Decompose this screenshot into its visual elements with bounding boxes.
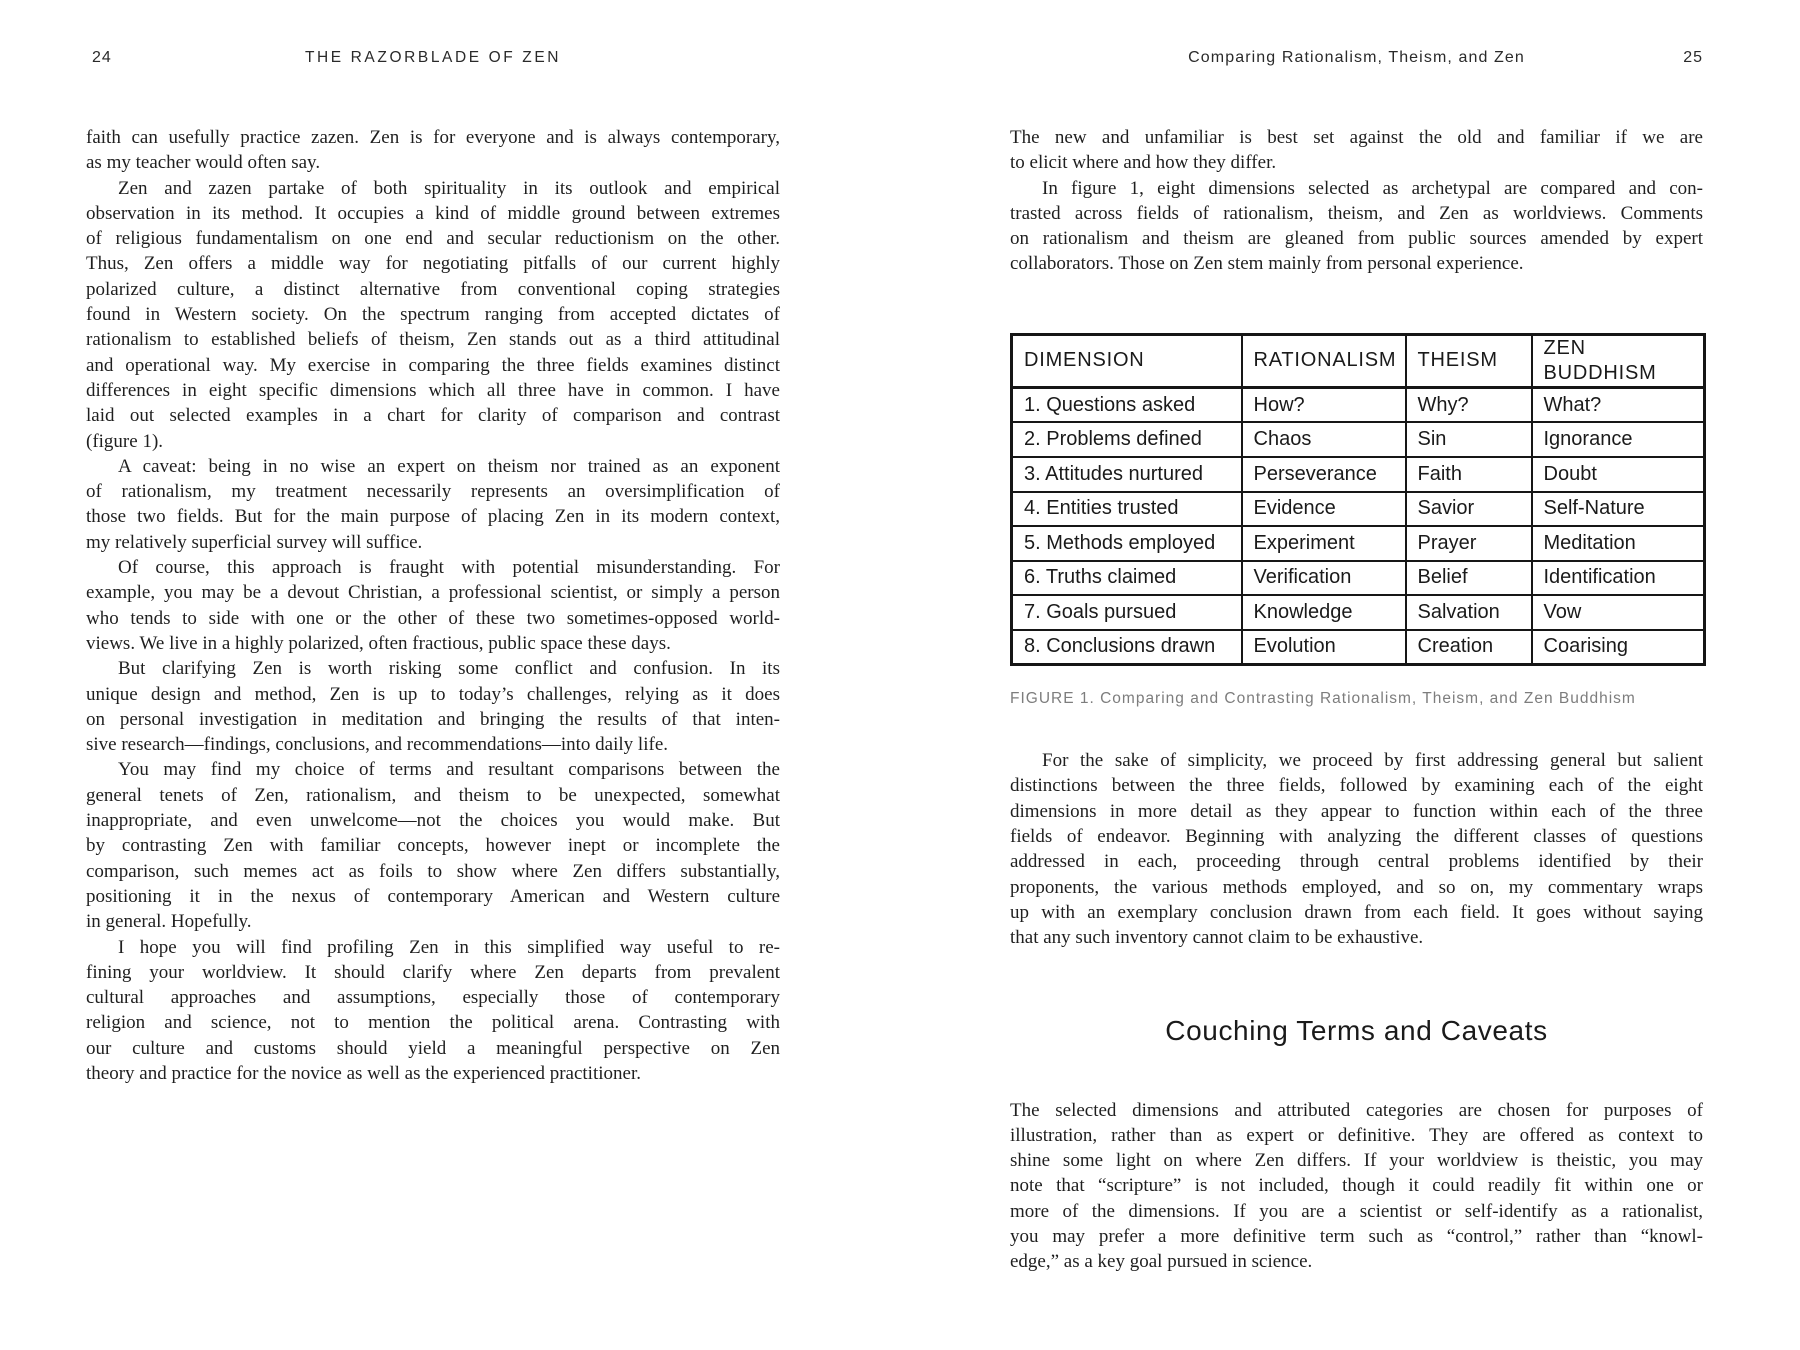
text-line: cultural approaches and assumptions, especially those of contemporary <box>86 987 780 1009</box>
text-line: sive research—findings, conclusions, and recommendations—into daily life. <box>86 734 668 756</box>
text-line: I hope you will find profiling Zen in this simplified way useful to re- <box>118 936 780 958</box>
text-line: my relatively superficial survey will suffice. <box>86 531 423 553</box>
text-line: faith can usefully practice zazen. Zen is for everyone and is always contemporary, <box>86 127 780 148</box>
running-head-title-right: Comparing Rationalism, Theism, and Zen <box>1188 49 1525 66</box>
body-text-right <box>1010 125 1703 1275</box>
middle-paragraphs <box>1010 748 1703 950</box>
text-line: comparison, such memes act as foils to show where Zen differs substantially, <box>86 860 780 882</box>
text-line: The new and unfamiliar is best set against the old and familiar if we are <box>1010 127 1703 148</box>
table-cell: Belief <box>1406 561 1532 596</box>
table-cell: 6. Truths claimed <box>1012 561 1242 596</box>
table-cell: Faith <box>1406 457 1532 492</box>
text-line: addressed in each, proceeding through central problems identified by their <box>1010 851 1703 873</box>
text-line: and operational way. My exercise in comparing the three fields examines distinct <box>86 354 780 376</box>
text-line: For the sake of simplicity, we proceed by first addressing general but salient <box>1042 750 1703 772</box>
paragraph <box>86 757 780 934</box>
table-cell: 5. Methods employed <box>1012 526 1242 561</box>
text-line: collaborators. Those on Zen stem mainly from personal experience. <box>1010 253 1524 275</box>
table-header-row <box>1012 334 1705 388</box>
table-body <box>1012 388 1705 665</box>
paragraph <box>1010 125 1703 176</box>
text-line: shine some light on where Zen differs. If your worldview is theistic, you may <box>1010 1150 1703 1172</box>
text-line: fields of endeavor. Beginning with analyzing the different classes of questions <box>1010 826 1703 848</box>
table-cell: 8. Conclusions drawn <box>1012 630 1242 665</box>
table-cell: What? <box>1532 388 1705 423</box>
text-line: polarized culture, a distinct alternative from conventional coping strategies <box>86 278 780 300</box>
text-line: our culture and customs should yield a meaningful perspective on Zen <box>86 1037 780 1059</box>
text-line: proponents, the various methods employed, and so on, my commentary wraps <box>1010 876 1703 898</box>
table-cell: Meditation <box>1532 526 1705 561</box>
comparison-table <box>1010 333 1706 666</box>
paragraph <box>86 656 780 757</box>
page-right <box>1010 0 1703 1350</box>
table-cell: 2. Problems defined <box>1012 422 1242 457</box>
table-cell: 1. Questions asked <box>1012 388 1242 423</box>
column-header: RATIONALISM <box>1242 334 1406 388</box>
table-cell: Vow <box>1532 595 1705 630</box>
table-cell: Evolution <box>1242 630 1406 665</box>
table-row <box>1012 595 1705 630</box>
paragraph <box>1010 176 1703 277</box>
text-line: inappropriate, and even unwelcome—not the choices you would make. But <box>86 810 780 832</box>
text-line: to elicit where and how they differ. <box>1010 152 1277 174</box>
text-line: of religious fundamentalism on one end and secular reductionism on the other. <box>86 228 780 250</box>
text-line: distinctions between the three fields, followed by examining each of the eight <box>1010 775 1703 797</box>
paragraph <box>1010 748 1703 950</box>
table-row <box>1012 422 1705 457</box>
text-line: up with an exemplary conclusion drawn from each field. It goes without saying <box>1010 901 1703 923</box>
text-line: You may find my choice of terms and resultant comparisons between the <box>118 759 780 781</box>
text-line: edge,” as a key goal pursued in science. <box>1010 1251 1313 1273</box>
table-cell: Identification <box>1532 561 1705 596</box>
page-number-right: 25 <box>1683 49 1703 66</box>
text-line: fining your worldview. It should clarify where Zen departs from prevalent <box>86 961 780 983</box>
text-line: But clarifying Zen is worth risking some conflict and confusion. In its <box>118 658 780 680</box>
table-cell: Why? <box>1406 388 1532 423</box>
column-header: DIMENSION <box>1012 334 1242 388</box>
running-head-title-left: THE RAZORBLADE OF ZEN <box>304 49 562 66</box>
figure-caption: FIGURE 1. Comparing and Contrasting Rationalism, Theism, and Zen Buddhism <box>1010 690 1636 708</box>
table-row <box>1012 388 1705 423</box>
closing-paragraphs <box>1010 1098 1703 1275</box>
text-line: that any such inventory cannot claim to be exhaustive. <box>1010 927 1424 949</box>
table-cell: Coarising <box>1532 630 1705 665</box>
text-line: example, you may be a devout Christian, a professional scientist, or simply a person <box>86 582 780 604</box>
text-line: In figure 1, eight dimensions selected as archetypal are compared and con- <box>1042 177 1703 199</box>
paragraph <box>86 555 780 656</box>
figure-1-table-wrap <box>1010 333 1703 666</box>
table-row <box>1012 526 1705 561</box>
page-left <box>86 0 780 1350</box>
text-line: found in Western society. On the spectrum ranging from accepted dictates of <box>86 304 780 326</box>
body-text-left <box>86 125 780 1086</box>
table-cell: How? <box>1242 388 1406 423</box>
text-line: general tenets of Zen, rationalism, and theism to be unexpected, somewhat <box>86 784 780 806</box>
text-line: trasted across fields of rationalism, theism, and Zen as worldviews. Comments <box>1010 202 1703 224</box>
text-line: theory and practice for the novice as well as the experienced practitioner. <box>86 1062 641 1084</box>
text-line: by contrasting Zen with familiar concepts, however inept or incomplete the <box>86 835 780 857</box>
text-line: rationalism to established beliefs of theism, Zen stands out as a third attitudinal <box>86 329 780 351</box>
text-line: in general. Hopefully. <box>86 911 252 933</box>
table-cell: Knowledge <box>1242 595 1406 630</box>
running-header-left <box>86 46 780 70</box>
text-line: more of the dimensions. If you are a scientist or self-identify as a rationalist, <box>1010 1200 1703 1222</box>
paragraph <box>86 935 780 1087</box>
text-line: observation in its method. It occupies a kind of middle ground between extremes <box>86 202 780 224</box>
text-line: differences in eight specific dimensions which all three have in common. I have <box>86 379 780 401</box>
table-cell: 7. Goals pursued <box>1012 595 1242 630</box>
paragraph <box>86 176 780 454</box>
text-line: dimensions in more detail as they appear to function within each of the three <box>1010 800 1703 822</box>
paragraph <box>1010 1098 1703 1275</box>
column-header: ZEN BUDDHISM <box>1532 334 1705 388</box>
table-cell: Sin <box>1406 422 1532 457</box>
text-line: Thus, Zen offers a middle way for negotiating pitfalls of our current highly <box>86 253 780 275</box>
text-line: note that “scripture” is not included, though it could readily fit within one or <box>1010 1175 1703 1197</box>
table-cell: Self-Nature <box>1532 492 1705 527</box>
text-line: of rationalism, my treatment necessarily represents an oversimplification of <box>86 481 780 503</box>
table-cell: Doubt <box>1532 457 1705 492</box>
text-line: unique design and method, Zen is up to today’s challenges, relying as it does <box>86 683 780 705</box>
table-cell: Verification <box>1242 561 1406 596</box>
text-line: Zen and zazen partake of both spirituality in its outlook and empirical <box>118 177 780 199</box>
text-line: A caveat: being in no wise an expert on theism nor trained as an exponent <box>118 455 780 477</box>
table-row <box>1012 334 1705 388</box>
text-line: (figure 1). <box>86 430 164 452</box>
text-line: views. We live in a highly polarized, often fractious, public space these days. <box>86 632 671 654</box>
text-line: you may prefer a more definitive term such as “control,” rather than “knowl- <box>1010 1225 1703 1247</box>
text-line: on rationalism and theism are gleaned from public sources amended by expert <box>1010 228 1703 250</box>
table-cell: Prayer <box>1406 526 1532 561</box>
table-row <box>1012 492 1705 527</box>
text-line: on personal investigation in meditation and bringing the results of that inten- <box>86 708 780 730</box>
table-row <box>1012 457 1705 492</box>
table-cell: Salvation <box>1406 595 1532 630</box>
intro-paragraphs <box>1010 125 1703 277</box>
table-row <box>1012 630 1705 665</box>
text-line: who tends to side with one or the other of these two sometimes-opposed world- <box>86 607 780 629</box>
text-line: illustration, rather than as expert or definitive. They are offered as context to <box>1010 1124 1703 1146</box>
table-cell: Creation <box>1406 630 1532 665</box>
table-cell: Perseverance <box>1242 457 1406 492</box>
running-header-right <box>1010 46 1703 70</box>
text-line: Of course, this approach is fraught with potential misunderstanding. For <box>118 557 780 579</box>
table-cell: Ignorance <box>1532 422 1705 457</box>
text-line: laid out selected examples in a chart for clarity of comparison and contrast <box>86 405 780 427</box>
table-row <box>1012 561 1705 596</box>
table-cell: Savior <box>1406 492 1532 527</box>
table-cell: Chaos <box>1242 422 1406 457</box>
text-line: those two fields. But for the main purpose of placing Zen in its modern context, <box>86 506 780 528</box>
paragraph <box>86 125 780 176</box>
text-line: The selected dimensions and attributed categories are chosen for purposes of <box>1010 1099 1703 1121</box>
table-cell: Evidence <box>1242 492 1406 527</box>
section-heading: Couching Terms and Caveats <box>1165 1014 1548 1046</box>
table-cell: 3. Attitudes nurtured <box>1012 457 1242 492</box>
table-cell: Experiment <box>1242 526 1406 561</box>
text-line: as my teacher would often say. <box>86 152 321 174</box>
paragraph <box>86 454 780 555</box>
column-header: THEISM <box>1406 334 1532 388</box>
text-line: positioning it in the nexus of contemporary American and Western culture <box>86 885 780 907</box>
text-line: religion and science, not to mention the political arena. Contrasting with <box>86 1012 780 1034</box>
table-cell: 4. Entities trusted <box>1012 492 1242 527</box>
page-number-left: 24 <box>92 49 112 66</box>
